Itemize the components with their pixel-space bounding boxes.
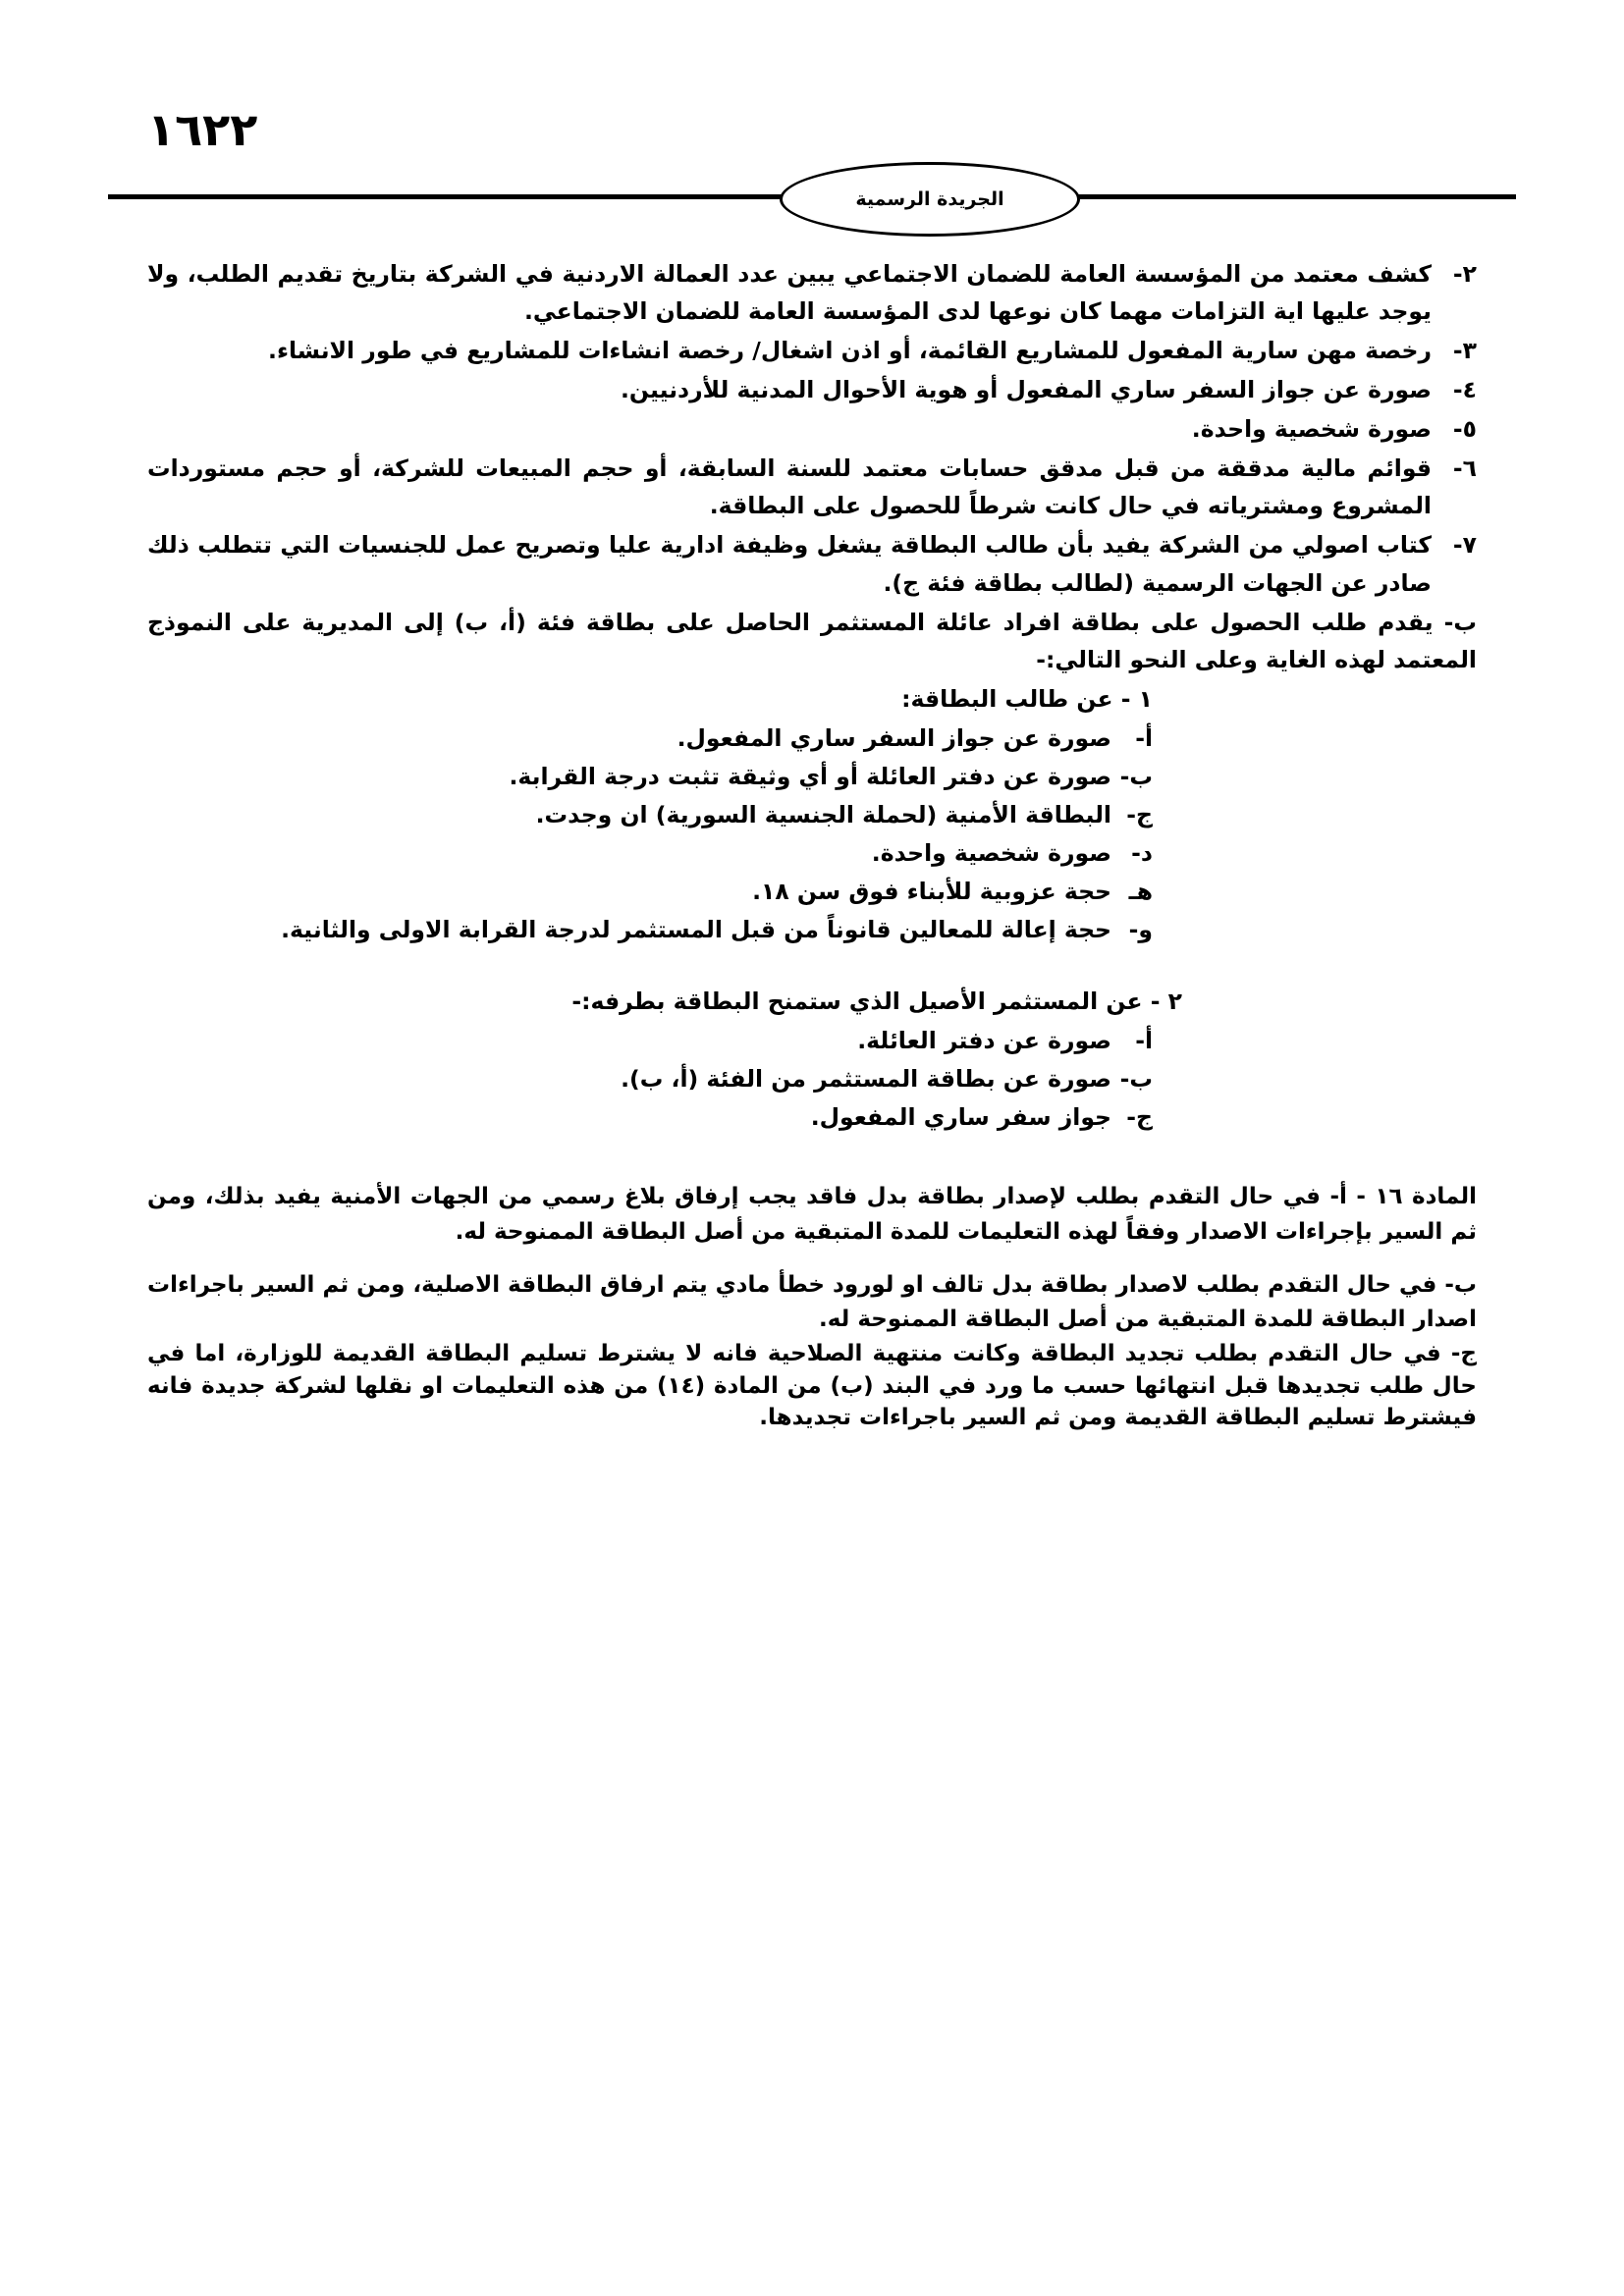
list-item-text: البطاقة الأمنية (لحملة الجنسية السورية) ان وجدت. (535, 800, 1111, 828)
list-item (147, 834, 1153, 872)
list-item-text: صورة شخصية واحدة. (871, 838, 1111, 867)
list-item (147, 526, 1477, 601)
list-item (147, 758, 1153, 795)
list-item-marker: ٥- (1452, 415, 1477, 444)
list-item-text: صورة عن دفتر العائلة. (857, 1027, 1111, 1055)
list-item (147, 1098, 1153, 1136)
section-1-items (147, 720, 1477, 948)
list-item-marker: ج- (1126, 1103, 1153, 1132)
list-item-marker: ٢- (1452, 260, 1477, 288)
list-item-text: كتاب اصولي من الشركة يفيد بأن طالب البطاقة يشغل وظيفة ادارية عليا وتصريح عمل للجنسيات التي تتطلب ذلك صادر عن الجهات الرسمية (لطالب بطاقة فئة ج). (147, 531, 1432, 597)
list-item-text: صورة عن جواز السفر ساري المفعول. (677, 723, 1111, 752)
list-item-text: كشف معتمد من المؤسسة العامة للضمان الاجتماعي يبين عدد العمالة الاردنية في الشركة بتاريخ تقديم الطلب، ولا يوجد عليها اية التزامات مهما كان نوعها لدى المؤسسة العامة للضمان الاجتماعي. (147, 260, 1432, 326)
list-item (147, 371, 1477, 408)
section-2-title: ٢ - عن المستثمر الأصيل الذي ستمنح البطاقة بطرفه:- (571, 988, 1182, 1016)
list-item-text: قوائم مالية مدققة من قبل مدقق حسابات معتمد للسنة السابقة، أو حجم المبيعات للشركة، أو حجم مستوردات المشروع ومشترياته في حال كانت شرطاً للحصول على البطاقة. (147, 454, 1432, 520)
list-item (147, 911, 1153, 948)
article-16-paragraph-a: المادة ١٦ - أ- في حال التقدم بطلب لإصدار بطاقة بدل فاقد يجب إرفاق بلاغ رسمي من الجهات الأمنية يفيد بذلك، ومن ثم السير بإجراءات الاصدار وفقاً لهذه التعليمات للمدة المتبقية من أصل البطاقة الممنوحة له. (147, 1184, 1477, 1246)
list-item-marker: ٣- (1452, 337, 1477, 365)
list-item-marker: ٤- (1452, 376, 1477, 404)
spacer (147, 1137, 1477, 1180)
list-item-marker: هـ (1128, 878, 1153, 905)
list-item (147, 796, 1153, 833)
list-item-text: صورة عن جواز السفر ساري المفعول أو هوية الأحوال المدنية للأردنيين. (620, 376, 1432, 404)
document-body (147, 255, 1477, 1434)
list-item-marker: ب- (1119, 762, 1153, 790)
list-item-text: رخصة مهن سارية المفعول للمشاريع القائمة، أو اذن اشغال/ رخصة انشاءات للمشاريع في طور الانشاء. (268, 337, 1432, 365)
list-item-text: صورة عن دفتر العائلة أو أي وثيقة تثبت درجة القرابة. (509, 762, 1111, 790)
article-16-paragraph-c: ج- في حال التقدم بطلب تجديد البطاقة وكانت منتهية الصلاحية فانه لا يشترط تسليم البطاقة القديمة للوزارة، اما في حال طلب تجديدها قبل انتهائها حسب ما ورد في البند (ب) من المادة (١٤) من هذه التعليمات او نقلها لشركة جديدة فانه فيشترط تسليم البطاقة القديمة ومن ثم السير باجراءات تجديدها. (147, 1340, 1477, 1431)
gazette-title-badge (780, 162, 1080, 237)
section-1-title: ١ - عن طالب البطاقة: (901, 684, 1153, 713)
list-item (147, 1060, 1153, 1097)
list-item-text: حجة إعالة للمعالين قانوناً من قبل المستثمر لدرجة القرابة الاولى والثانية. (281, 916, 1111, 944)
list-item-marker: أ- (1135, 723, 1153, 752)
list-item-marker: ج- (1126, 800, 1153, 828)
list-item (147, 410, 1477, 448)
list-item-text: صورة عن بطاقة المستثمر من الفئة (أ، ب). (621, 1065, 1111, 1094)
list-item-text: حجة عزوبية للأبناء فوق سن ١٨. (752, 878, 1111, 905)
list-item (147, 720, 1153, 757)
list-item-marker: و- (1128, 916, 1153, 944)
clause-b-paragraph: ب- يقدم طلب الحصول على بطاقة افراد عائلة المستثمر الحاصل على بطاقة فئة (أ، ب) إلى المديرية على النموذج المعتمد لهذه الغاية وعلى النحو التالي:- (147, 608, 1477, 673)
list-item-marker: د- (1131, 838, 1153, 867)
list-item-text: جواز سفر ساري المفعول. (810, 1103, 1111, 1132)
list-item-text: صورة شخصية واحدة. (1191, 415, 1432, 444)
list-item-marker: ٧- (1452, 531, 1477, 560)
page-header (147, 0, 1477, 210)
list-item (147, 1022, 1153, 1059)
spacer (147, 949, 1477, 983)
list-item (147, 873, 1153, 910)
list-item-marker: أ- (1135, 1027, 1153, 1055)
list-item (147, 332, 1477, 369)
list-item (147, 450, 1477, 524)
page-number (147, 103, 1477, 156)
list-item-marker: ب- (1119, 1065, 1153, 1094)
article-16-paragraph-b: ب- في حال التقدم بطلب لاصدار بطاقة بدل تالف او لورود خطأ مادي يتم ارفاق البطاقة الاصلية، ومن ثم السير باجراءات اصدار البطاقة للمدة المتبقية من أصل البطاقة الممنوحة له. (147, 1271, 1477, 1333)
list-item-marker: ٦- (1452, 454, 1477, 483)
page-number-value: ١٦٢٢ (147, 103, 258, 156)
gazette-title: الجريدة الرسمية (855, 188, 1004, 210)
list-item (147, 255, 1477, 330)
section-2-items (147, 1022, 1477, 1136)
spacer (147, 1251, 1477, 1268)
